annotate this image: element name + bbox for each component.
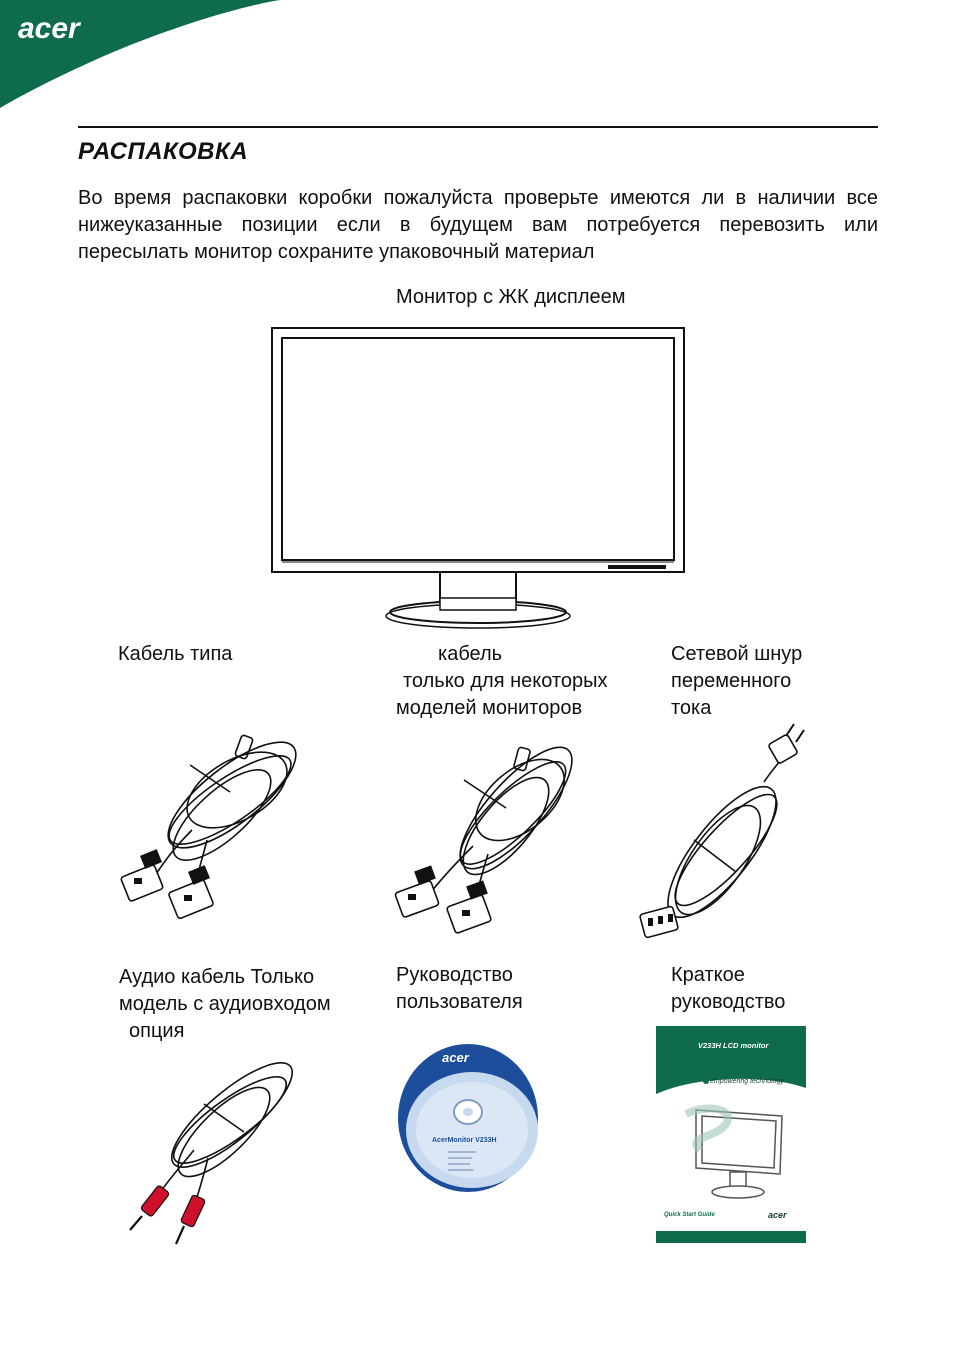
guide-cover-tagline: empowering technology xyxy=(710,1078,784,1085)
dvi-cable-label-line3: моделей мониторов xyxy=(396,697,583,719)
quick-guide-label-line1: Краткое xyxy=(671,964,745,986)
power-cord-label-line3: тока xyxy=(671,697,712,719)
audio-cable-label-line3: опция xyxy=(129,1020,185,1042)
monitor-illustration xyxy=(262,322,694,634)
vga-cable-label: Кабель типа xyxy=(118,643,233,665)
power-cord-label-line1: Сетевой шнур xyxy=(671,643,803,665)
heading-rule xyxy=(78,126,878,128)
user-guide-label-line2: пользователя xyxy=(396,991,523,1013)
audio-cable-illustration xyxy=(112,1050,312,1250)
guide-cover-title: V233H LCD monitor xyxy=(698,1041,769,1050)
cd-brand-logo: acer xyxy=(442,1050,469,1065)
monitor-label: Монитор с ЖК дисплеем xyxy=(396,286,626,308)
cd-illustration xyxy=(392,1038,544,1200)
dvi-cable-label-line2: только для некоторых xyxy=(403,670,608,692)
dvi-cable-label-line1: кабель xyxy=(438,643,503,665)
guide-cover-brand: acer xyxy=(768,1210,787,1220)
audio-cable-label-line2: модель с аудиовходом xyxy=(119,993,331,1015)
quick-start-guide-illustration xyxy=(656,1026,808,1244)
cd-disc-title: AcerMonitor V233H xyxy=(432,1137,497,1144)
page-title: РАСПАКОВКА xyxy=(78,138,249,165)
quick-guide-label-line2: руководство xyxy=(671,991,786,1013)
acer-logo: acer xyxy=(18,12,80,45)
power-cord-illustration xyxy=(634,722,814,944)
guide-cover-footer: Quick Start Guide xyxy=(664,1212,715,1218)
dvi-cable-illustration xyxy=(388,728,593,943)
intro-paragraph: Во время распаковки коробки пожалуйста проверьте имеются ли в наличии все нижеуказанные позиции если в будущем вам потребуется перевозить или пересылать монитор сохраните упаковочный материал xyxy=(78,187,878,263)
power-cord-label-line2: переменного xyxy=(671,670,792,692)
vga-cable-illustration xyxy=(112,720,322,930)
audio-cable-label-line1: Аудио кабель Только xyxy=(119,966,315,988)
user-guide-label-line1: Руководство xyxy=(396,964,513,986)
acer-header-banner xyxy=(0,0,280,110)
